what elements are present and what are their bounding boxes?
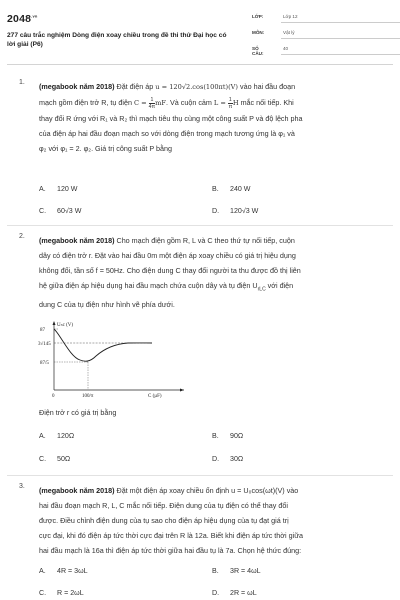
option-c[interactable]: C. 60√3 W — [39, 207, 82, 215]
inductance-fraction: $\frac{1}{\pi}$ — [228, 96, 233, 110]
site-logo[interactable]: $2048^{.vn}$ — [7, 13, 38, 25]
option-b[interactable]: B. 240 W — [212, 185, 251, 193]
option-b[interactable]: B. 90Ω — [212, 432, 244, 440]
y-tick-label: 87 — [40, 328, 45, 333]
question-3 — [7, 483, 393, 600]
capacitance-fraction: $\frac{1}{4\pi}$ — [148, 96, 156, 110]
question-text: (megabook năm 2018) Cho mạch điện gồm R, L và C theo thứ tự nối tiếp, cuộn dây có điện trở r. Đặt vào hai đầu 0m một điện áp xoay chiều có giá trị hiệu dụng không đổi, tần số f = 50Hz. Cho điện dung C thay đổi người ta thu được đồ thị liên hệ giữa điện áp hiệu dụng hai đầu mạch chứa cuộn dây và tụ điện $U_{rLC}$ với điện dung C của tụ điện như hình vẽ phía dưới. — [39, 236, 301, 310]
question-prompt: Điện trở r có giá trị bằng — [39, 408, 117, 417]
x-axis-label: C (µF) — [148, 394, 162, 398]
y-tick-label: 3√145 — [38, 342, 51, 347]
voltage-curve — [54, 329, 152, 361]
option-d[interactable]: D. 2R = ωL — [212, 589, 257, 597]
question-number: 2. — [19, 233, 25, 240]
option-c[interactable]: C. R = 2ωL — [39, 589, 84, 597]
y-axis-label: Uₙc (V) — [57, 323, 74, 328]
option-a[interactable]: A. 120Ω — [39, 432, 75, 440]
option-b[interactable]: B. 3R = 4ωL — [212, 567, 261, 575]
question-separator — [7, 475, 393, 476]
x-tick-label: 0 — [52, 394, 55, 398]
option-d[interactable]: D. 30Ω — [212, 455, 244, 463]
document-header: $2048^{.vn}$ 277 câu trắc nghiệm Dòng điện xoay chiều trong đề thi thử Đại học có lời giải (P6) LỚP: Lớp 12 MÔN: Vật lý SỐ CÂU: 40 — [0, 0, 400, 62]
option-a[interactable]: A. 120 W — [39, 185, 78, 193]
option-d[interactable]: D. 120√3 W — [212, 207, 259, 215]
x-tick-label: 100/π — [82, 394, 94, 398]
y-axis-arrow — [53, 321, 56, 325]
question-number: 3. — [19, 483, 25, 490]
question-1 — [7, 79, 393, 229]
question-separator — [7, 225, 393, 226]
voltage-expression: u = 120√2.cos(100πt)(V) — [155, 83, 238, 91]
question-text: (megabook năm 2018) Đặt điện áp u = 120√2.cos(100πt)(V) vào hai đầu đoạn mạch gồm điện trở R, tụ điện C = $\frac{1}{4\pi}$ mF. Và cuộn cảm L = $\frac{1}{\pi}$ H mắc nối tiếp. Khi thay đổi R ứng với R₁ và R₂ thì mạch tiêu thụ cùng một công suất P và độ lệch pha của điện áp hai đầu đoạn mạch so với dòng điện trong mạch tương ứng là φ₁ và φ₂ với φ₁ = 2. φ₂. Giá trị công suất P bằng — [39, 82, 303, 153]
option-c[interactable]: C. 50Ω — [39, 455, 71, 463]
header-divider — [7, 64, 393, 65]
option-a[interactable]: A. 4R = 3ωL — [39, 567, 88, 575]
x-axis-arrow — [180, 389, 184, 392]
question-number: 1. — [19, 79, 25, 86]
voltage-capacitance-graph — [38, 320, 188, 398]
document-title: 277 câu trắc nghiệm Dòng điện xoay chiều trong đề thi thử Đại học có lời giải (P6) — [7, 32, 227, 48]
question-text: (megabook năm 2018) Đặt một điện áp xoay chiều ổn định u = U₀cos(ωt)(V) vào hai đầu đoạn mạch R, L, C mắc nối tiếp. Điện dung của tụ điện có thể thay đổi được. Điều chỉnh điện dung của tụ sao cho điện áp hiệu dụng của tụ đạt giá trị cực đại, khi đó điện áp tức thời cực đại trên R là 12a. Biết khi điện áp tức thời giữa hai đầu mạch là 16a thì điện áp tức thời giữa hai đầu tụ là 7a. Chọn hệ thức đúng: — [39, 486, 304, 555]
question-2-answers — [7, 405, 393, 465]
y-tick-label: 87/5 — [40, 361, 49, 366]
